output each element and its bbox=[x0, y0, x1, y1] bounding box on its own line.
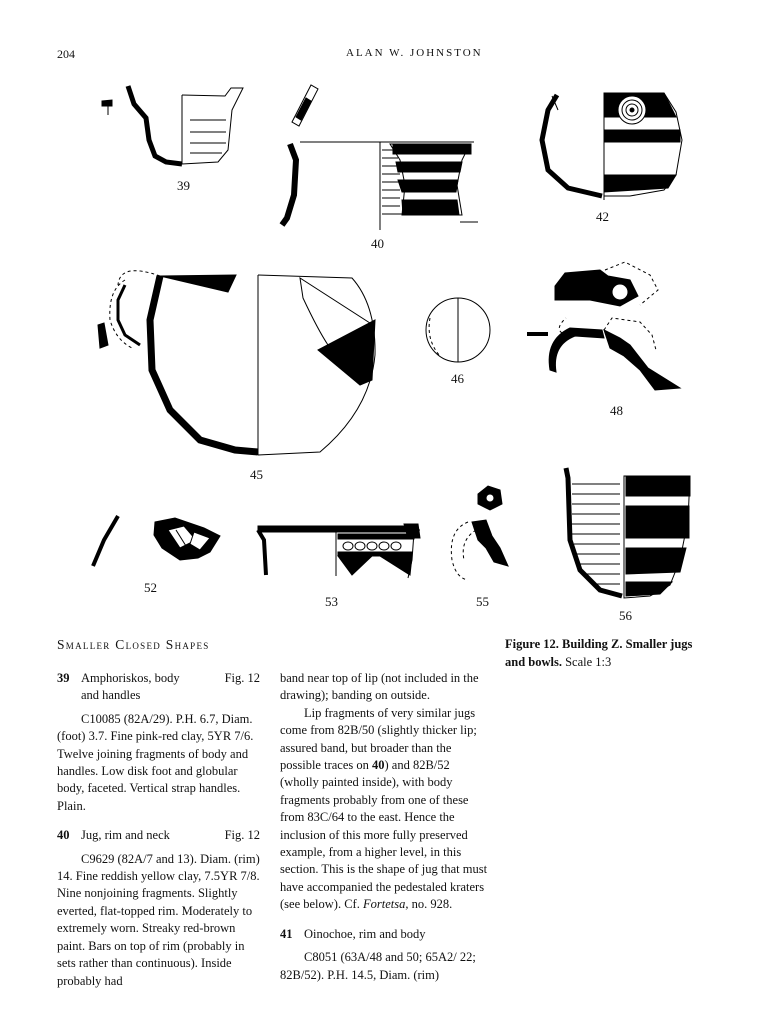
entry-39-number: 39 bbox=[57, 671, 70, 685]
figure-label-39: 39 bbox=[177, 178, 190, 193]
caption-title: Figure 12. Building Z. Smaller jugs and bowls. bbox=[505, 637, 693, 669]
sherd-40-drawing bbox=[282, 85, 478, 230]
entry-41-description: C8051 (63A/48 and 50; 65A2/ 22; 82B/52). P.H. 14.5, Diam. (rim) bbox=[280, 950, 476, 982]
figure-label-48: 48 bbox=[610, 403, 623, 418]
entry-39-heading bbox=[57, 670, 260, 705]
section-heading: Smaller Closed Shapes bbox=[57, 637, 210, 652]
figure-label-45: 45 bbox=[250, 467, 263, 482]
entry-40-comparanda: Lip fragments of very similar jugs come from 82B/50 (slightly thicker lip; assured band, but broader than the possible traces on 40) and 82B/52 (wholly painted inside), with body fragments probably from one of these from 83C/64 to the east. Hence the inclusion of this more fully preserved example, from a higher level, in this section. This is the shape of jug that must have accompanied the pedestaled kraters (see below). Cf. Fortetsa, no. 928. bbox=[280, 705, 488, 912]
entry-41-heading bbox=[280, 926, 490, 943]
entry-40-continuation: band near top of lip (not included in the drawing); banding on outside. bbox=[280, 671, 479, 703]
running-header-author: ALAN W. JOHNSTON bbox=[346, 47, 483, 59]
figure-label-55: 55 bbox=[476, 594, 489, 609]
sherd-45-drawing bbox=[98, 271, 375, 455]
text-column-left bbox=[57, 670, 260, 990]
entry-40-title: Jug, rim and neck bbox=[81, 828, 170, 843]
sherd-55-drawing bbox=[451, 486, 508, 580]
sherd-48-drawing bbox=[527, 262, 680, 390]
figure-label-52: 52 bbox=[144, 580, 157, 595]
figure-label-46: 46 bbox=[451, 371, 464, 386]
sherd-42-drawing bbox=[542, 93, 682, 200]
caption-scale: Scale 1:3 bbox=[565, 655, 612, 669]
entry-40-description: C9629 (82A/7 and 13). Diam. (rim) 14. Fine reddish yellow clay, 7.5YR 7/8. Nine nonjoining fragments. Slightly everted, flat-topped rim. Moderately to extremely worn. Streaky red-brown paint. Bars on top of rim (probably in sets rather than continuous). Inside probably had bbox=[57, 851, 260, 988]
sherd-56-drawing bbox=[566, 468, 690, 598]
page-number: 204 bbox=[57, 47, 75, 61]
figure-label-42: 42 bbox=[596, 209, 609, 224]
entry-39-title: Amphoriskos, body bbox=[81, 671, 180, 685]
sherd-39-drawing bbox=[102, 86, 243, 164]
figure-label-53: 53 bbox=[325, 594, 338, 609]
sherd-53-drawing bbox=[258, 524, 420, 578]
entry-41-title: Oinochoe, rim and body bbox=[304, 926, 426, 941]
entry-39-figref: Fig. 12 bbox=[224, 671, 260, 685]
entry-39-description: C10085 (82A/29). P.H. 6.7, Diam. (foot) 3.7. Fine pink-red clay, 5YR 7/6. Twelve joining fragments of body and handles. Low disk foot and globular body, faceted. Vertical strap handles. Plain. bbox=[57, 711, 254, 813]
figure-label-40: 40 bbox=[371, 236, 384, 251]
entry-39-title-line2: and handles bbox=[81, 688, 141, 703]
entry-40-figref: Fig. 12 bbox=[224, 828, 260, 843]
text-column-middle bbox=[280, 670, 490, 984]
entry-41-number: 41 bbox=[280, 926, 293, 941]
figure-caption bbox=[505, 635, 705, 671]
sherd-46-drawing bbox=[426, 298, 490, 362]
figure-label-56: 56 bbox=[619, 608, 632, 623]
entry-40-heading bbox=[57, 827, 260, 844]
sherd-52-drawing bbox=[93, 516, 220, 566]
entry-40-number: 40 bbox=[57, 828, 70, 843]
